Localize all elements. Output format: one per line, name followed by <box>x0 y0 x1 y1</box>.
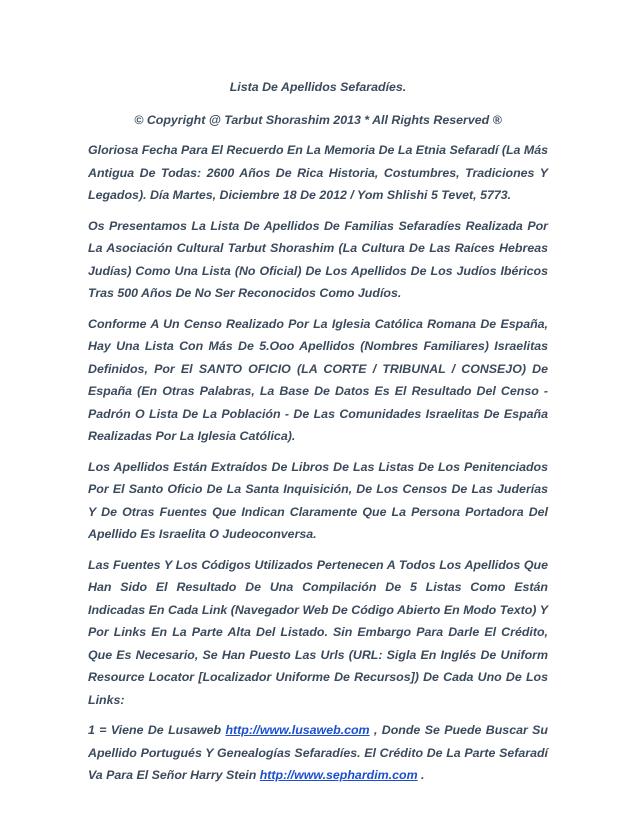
paragraph-5: Las Fuentes Y Los Códigos Utilizados Pertenecen A Todos Los Apellidos Que Han Sido El Resultado De Una Compilación De 5 Listas Como Están Indicadas En Cada Link (Navegador Web De Código Abierto En Modo Texto) Y Por Links En La Parte Alta Del Listado. Sin Embargo Para Darle El Crédito, Que Es Necesario, Se Han Puesto Las Urls (URL: Sigla En Inglés De Uniform Resource Locator [Localizador Uniforme De Recursos]) De Cada Uno De Los Links: <box>88 557 548 707</box>
paragraph-6-part-2: , Donde Se Puede Buscar Su Apellido Portugués Y Genealogías Sefaradíes. El Crédito De La Parte Sefaradí Va Para El Señor Harry Stein <box>88 723 549 782</box>
lusaweb-link[interactable]: http://www.lusaweb.com <box>225 723 370 737</box>
paragraph-1: Gloriosa Fecha Para El Recuerdo En La Memoria De La Etnia Sefaradí (La Más Antigua De Todas: 2600 Años De Rica Historia, Costumbres, Tradiciones Y Legados). Día Martes, Diciembre 18 De 2012 / Yom Shlishi 5 Tevet, 5773. <box>88 143 548 202</box>
paragraph-2: Os Presentamos La Lista De Apellidos De Familias Sefaradíes Realizada Por La Asociación Cultural Tarbut Shorashim (La Cultura De Las Raíces Hebreas Judías) Como Una Lista (No Oficial) De Los Apellidos De Los Judíos Ibéricos Tras 500 Años De No Ser Reconocidos Como Judíos. <box>88 218 548 300</box>
document-page <box>88 76 548 795</box>
paragraph-6 <box>88 719 548 787</box>
paragraph-3: Conforme A Un Censo Realizado Por La Iglesia Católica Romana De España, Hay Una Lista Con Más De 5.Ooo Apellidos (Nombres Familiares) Israelitas Definidos, Por El SANTO OFICIO (LA CORTE / TRIBUNAL / CONSEJO) De España (En Otras Palabras, La Base De Datos Es El Resultado Del Censo - Padrón O Lista De La Población - De Las Comunidades Israelitas De España Realizadas Por La Iglesia Católica). <box>88 316 548 443</box>
paragraph-6-part-1: 1 = Viene De Lusaweb <box>88 723 226 737</box>
document-title: Lista De Apellidos Sefaradíes. <box>229 80 407 94</box>
paragraph-4: Los Apellidos Están Extraídos De Libros De Las Listas De Los Penitenciados Por El Santo Oficio De La Santa Inquisición, De Los Censos De Las Juderías Y De Otras Fuentes Que Indican Claramente Que La Persona Portadora Del Apellido Es Israelita O Judeoconversa. <box>88 459 548 541</box>
copyright-line: © Copyright @ Tarbut Shorashim 2013 * All Rights Reserved ® <box>134 112 502 127</box>
sephardim-link[interactable]: http://www.sephardim.com <box>259 768 418 782</box>
paragraph-6-part-3: . <box>417 768 425 782</box>
